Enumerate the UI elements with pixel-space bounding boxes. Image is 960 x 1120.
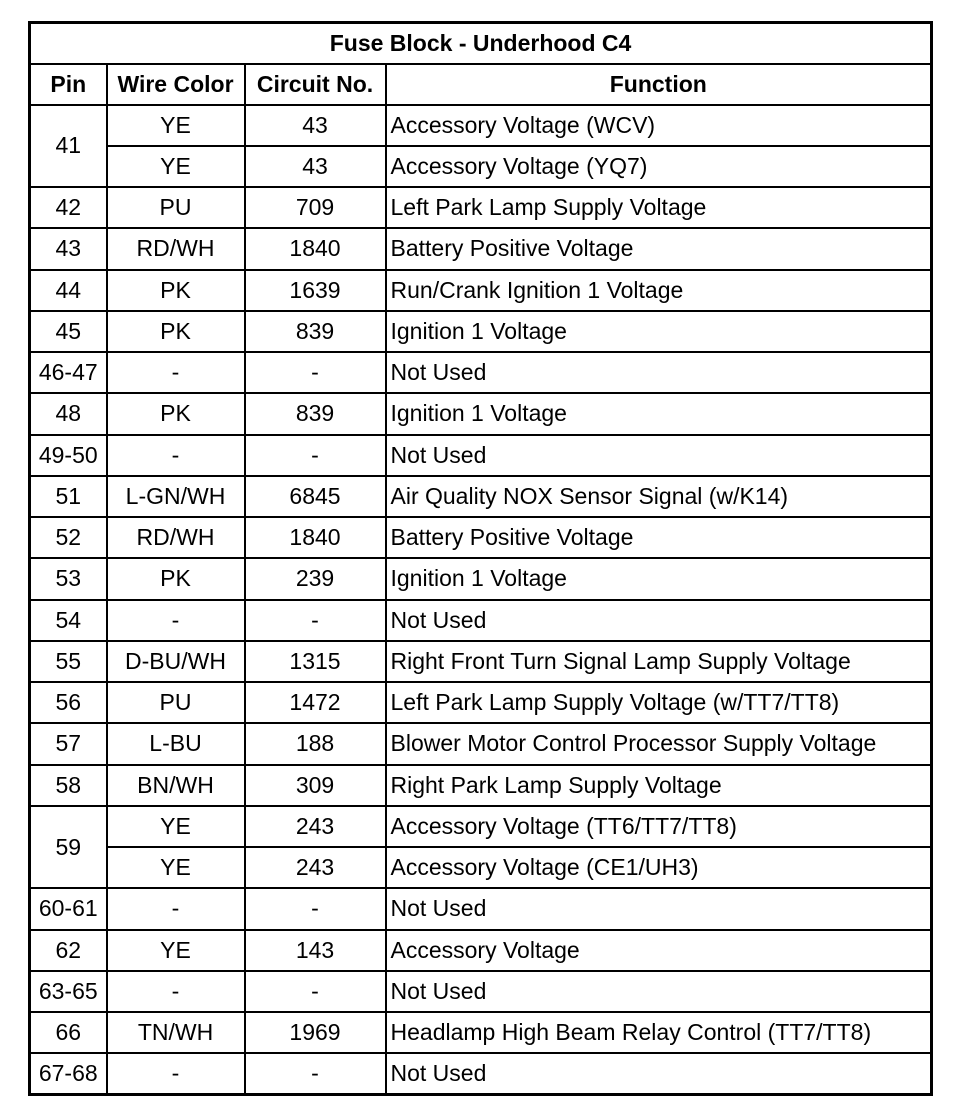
wire-color-cell: - [107,352,245,393]
pin-cell: 56 [30,682,107,723]
pin-cell: 45 [30,311,107,352]
table-title: Fuse Block - Underhood C4 [30,23,932,64]
wire-color-cell: YE [107,146,245,187]
circuit-cell: 1639 [245,270,386,311]
wire-color-cell: - [107,435,245,476]
wire-color-cell: - [107,971,245,1012]
circuit-cell: 1840 [245,517,386,558]
table-row [30,888,932,929]
pin-cell: 48 [30,393,107,434]
function-cell: Ignition 1 Voltage [386,311,932,352]
table-row [30,352,932,393]
wire-color-cell: YE [107,930,245,971]
circuit-cell: 1969 [245,1012,386,1053]
circuit-cell: - [245,1053,386,1094]
circuit-cell: 43 [245,105,386,146]
pin-cell: 44 [30,270,107,311]
table-row [30,435,932,476]
wire-color-cell: RD/WH [107,517,245,558]
circuit-cell: 239 [245,558,386,599]
wire-color-cell: YE [107,105,245,146]
table-row [30,105,932,146]
circuit-cell: 839 [245,311,386,352]
wire-color-cell: - [107,888,245,929]
pin-cell: 62 [30,930,107,971]
table-row [30,641,932,682]
function-cell: Right Park Lamp Supply Voltage [386,765,932,806]
function-cell: Not Used [386,888,932,929]
function-cell: Accessory Voltage (YQ7) [386,146,932,187]
wire-color-cell: PK [107,311,245,352]
pin-cell: 59 [30,806,107,889]
circuit-cell: - [245,888,386,929]
circuit-cell: - [245,352,386,393]
table-row [30,311,932,352]
function-cell: Accessory Voltage [386,930,932,971]
circuit-cell: 309 [245,765,386,806]
pin-cell: 42 [30,187,107,228]
table-row [30,806,932,847]
wire-color-cell: YE [107,806,245,847]
wire-color-cell: PU [107,682,245,723]
table-row [30,146,932,187]
function-cell: Left Park Lamp Supply Voltage [386,187,932,228]
table-row [30,228,932,269]
wire-color-cell: - [107,1053,245,1094]
circuit-cell: 143 [245,930,386,971]
function-cell: Battery Positive Voltage [386,517,932,558]
function-cell: Ignition 1 Voltage [386,558,932,599]
circuit-cell: - [245,971,386,1012]
table-row [30,187,932,228]
circuit-cell: 188 [245,723,386,764]
table-row [30,270,932,311]
table-row [30,600,932,641]
wire-color-cell: PK [107,270,245,311]
circuit-cell: - [245,435,386,476]
function-cell: Accessory Voltage (CE1/UH3) [386,847,932,888]
function-cell: Not Used [386,1053,932,1094]
wire-color-cell: RD/WH [107,228,245,269]
fuse-block-table [28,21,933,1096]
pin-cell: 63-65 [30,971,107,1012]
table-row [30,765,932,806]
function-cell: Not Used [386,600,932,641]
circuit-cell: 839 [245,393,386,434]
function-cell: Headlamp High Beam Relay Control (TT7/TT8) [386,1012,932,1053]
header-circuit-no: Circuit No. [245,64,386,105]
wire-color-cell: BN/WH [107,765,245,806]
function-cell: Right Front Turn Signal Lamp Supply Voltage [386,641,932,682]
table-row [30,517,932,558]
table-row [30,476,932,517]
wire-color-cell: L-GN/WH [107,476,245,517]
wire-color-cell: PK [107,558,245,599]
function-cell: Run/Crank Ignition 1 Voltage [386,270,932,311]
pin-cell: 43 [30,228,107,269]
header-function: Function [386,64,932,105]
table-row [30,847,932,888]
pin-cell: 57 [30,723,107,764]
function-cell: Blower Motor Control Processor Supply Voltage [386,723,932,764]
pin-cell: 54 [30,600,107,641]
circuit-cell: - [245,600,386,641]
wire-color-cell: - [107,600,245,641]
table-row [30,971,932,1012]
wire-color-cell: TN/WH [107,1012,245,1053]
function-cell: Air Quality NOX Sensor Signal (w/K14) [386,476,932,517]
function-cell: Battery Positive Voltage [386,228,932,269]
pin-cell: 49-50 [30,435,107,476]
pin-cell: 58 [30,765,107,806]
wire-color-cell: PK [107,393,245,434]
table-row [30,558,932,599]
pin-cell: 41 [30,105,107,188]
table-row [30,723,932,764]
header-pin: Pin [30,64,107,105]
function-cell: Accessory Voltage (TT6/TT7/TT8) [386,806,932,847]
title-row [30,23,932,64]
header-wire-color: Wire Color [107,64,245,105]
function-cell: Not Used [386,971,932,1012]
table-row [30,682,932,723]
table-row [30,1053,932,1094]
circuit-cell: 1840 [245,228,386,269]
table-row [30,1012,932,1053]
wire-color-cell: PU [107,187,245,228]
table-row [30,930,932,971]
pin-cell: 67-68 [30,1053,107,1094]
wire-color-cell: YE [107,847,245,888]
function-cell: Not Used [386,435,932,476]
circuit-cell: 243 [245,806,386,847]
function-cell: Accessory Voltage (WCV) [386,105,932,146]
pin-cell: 60-61 [30,888,107,929]
pin-cell: 46-47 [30,352,107,393]
wire-color-cell: D-BU/WH [107,641,245,682]
circuit-cell: 1315 [245,641,386,682]
pin-cell: 51 [30,476,107,517]
pin-cell: 53 [30,558,107,599]
function-cell: Not Used [386,352,932,393]
circuit-cell: 43 [245,146,386,187]
function-cell: Ignition 1 Voltage [386,393,932,434]
circuit-cell: 709 [245,187,386,228]
table-row [30,393,932,434]
header-row [30,64,932,105]
pin-cell: 66 [30,1012,107,1053]
pin-cell: 52 [30,517,107,558]
circuit-cell: 1472 [245,682,386,723]
pin-cell: 55 [30,641,107,682]
circuit-cell: 243 [245,847,386,888]
wire-color-cell: L-BU [107,723,245,764]
function-cell: Left Park Lamp Supply Voltage (w/TT7/TT8) [386,682,932,723]
circuit-cell: 6845 [245,476,386,517]
